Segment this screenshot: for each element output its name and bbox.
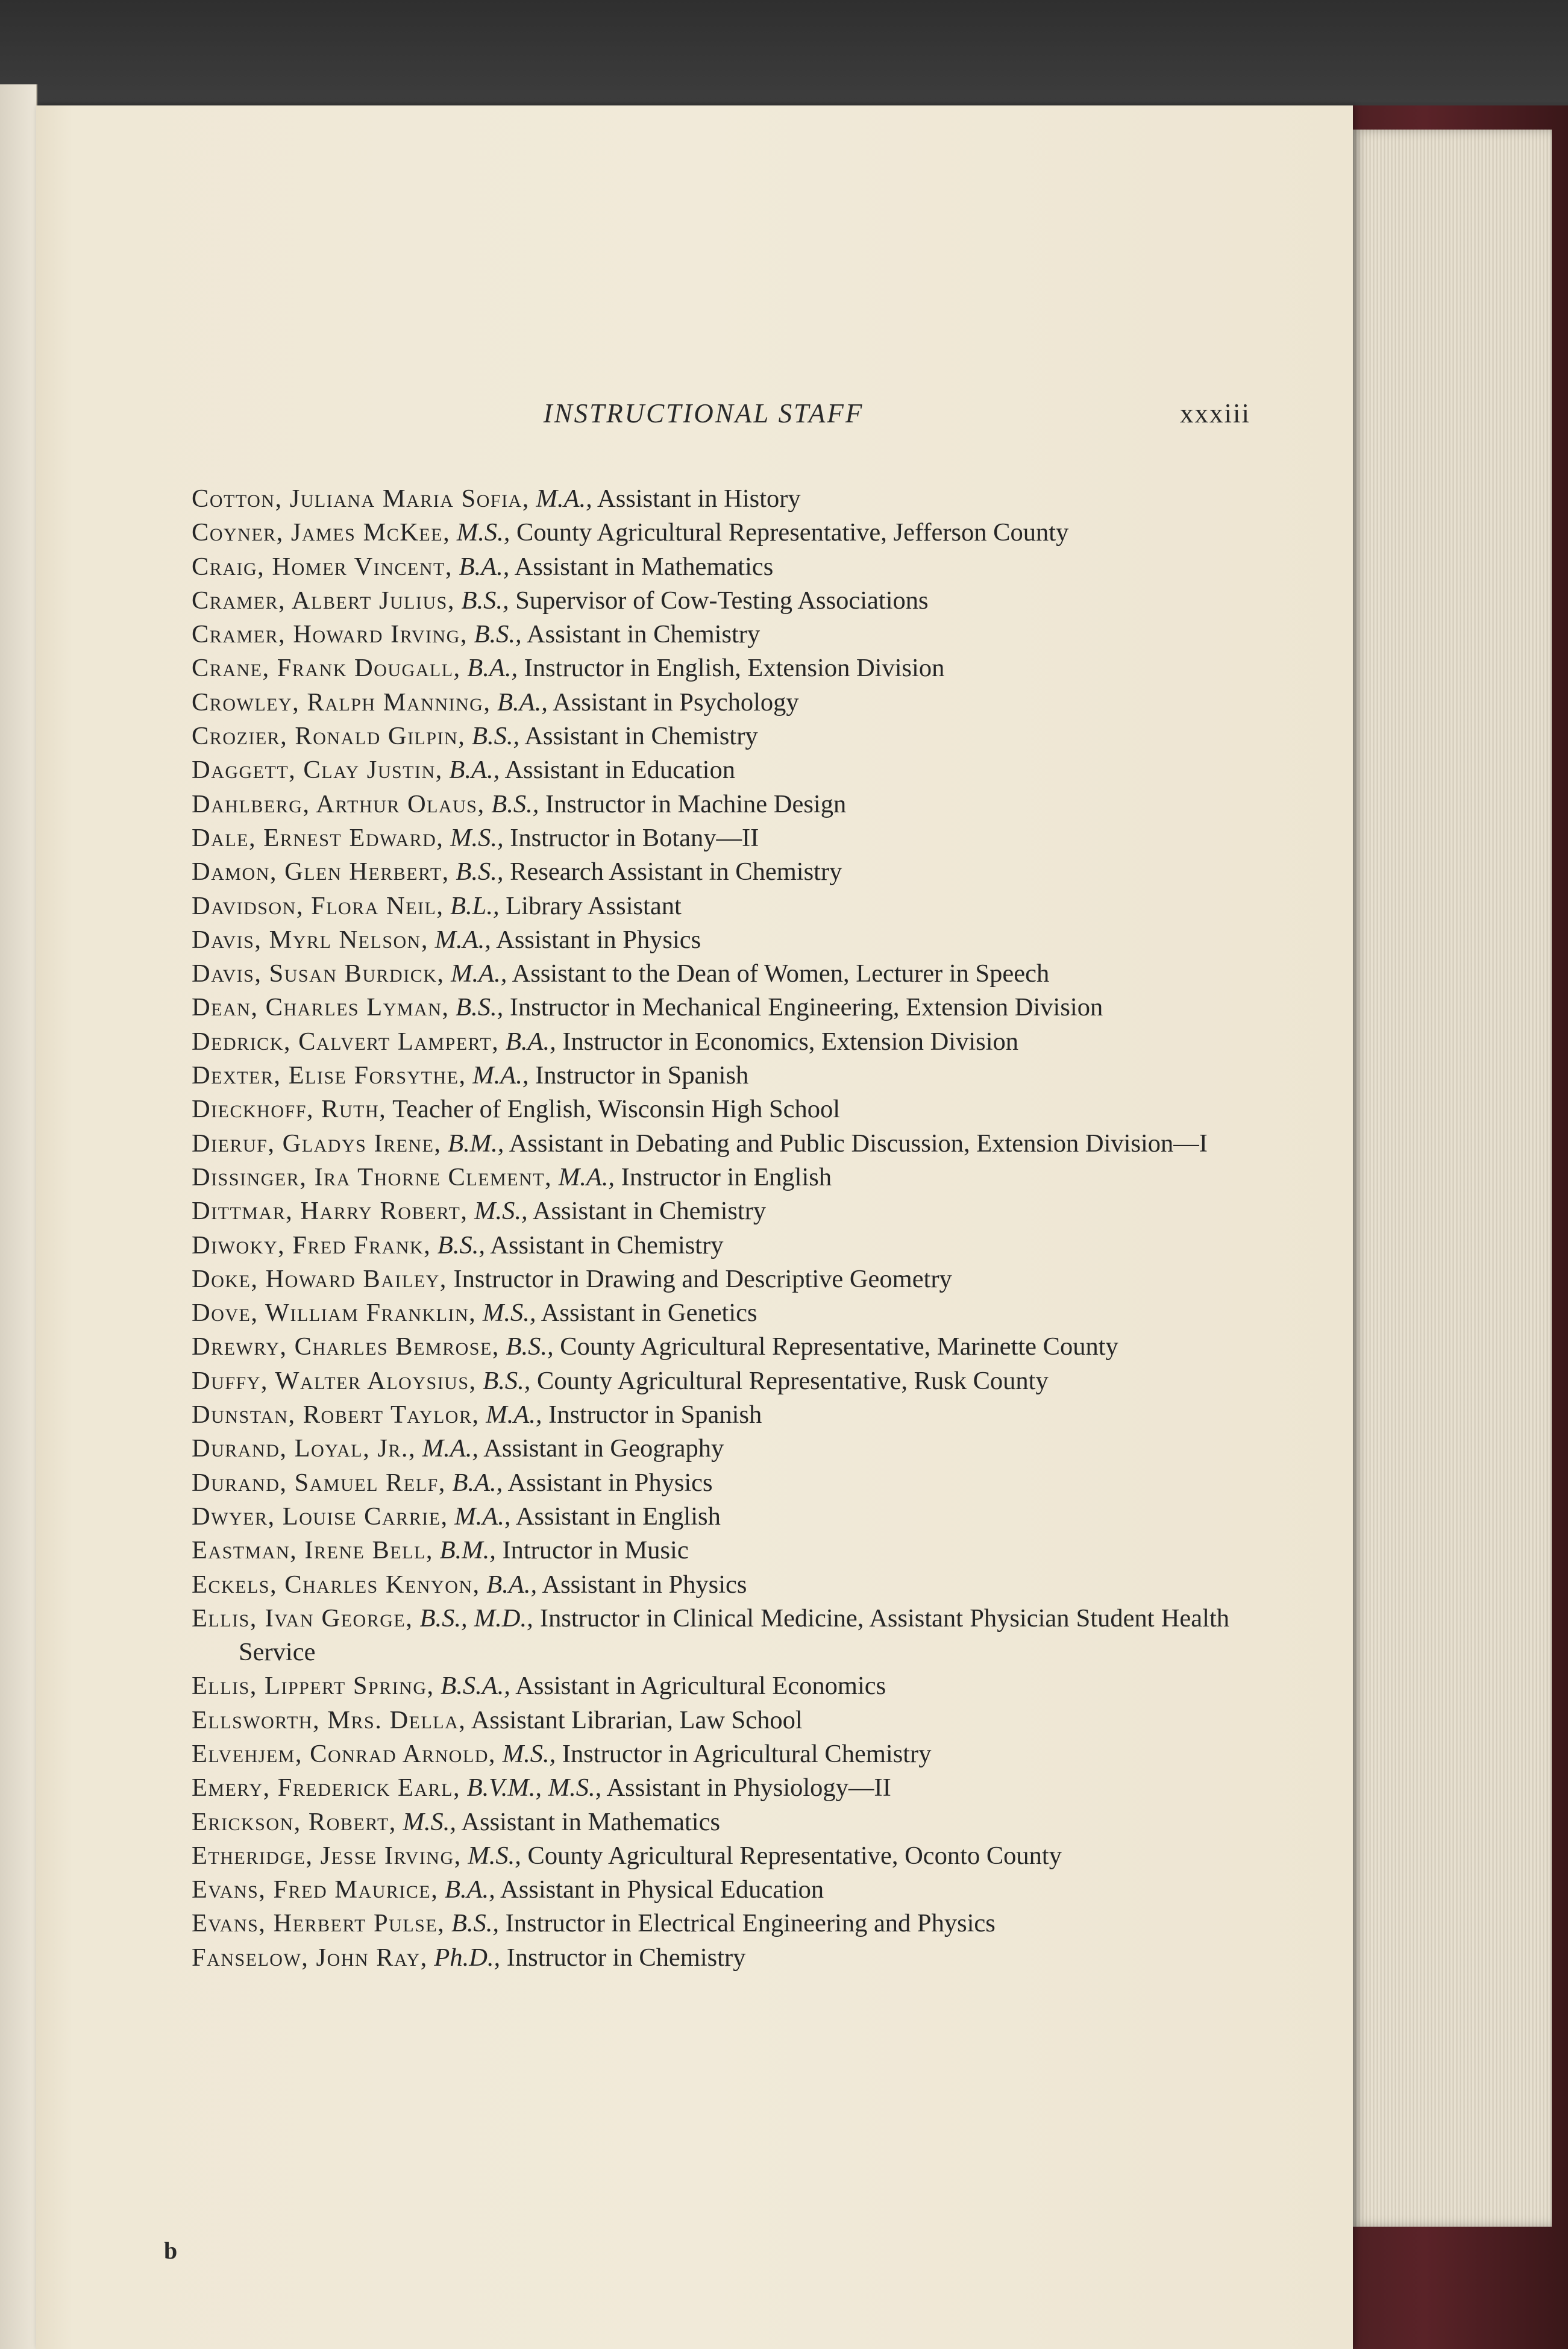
staff-name: Elvehjem, Conrad Arnold, [192, 1739, 497, 1768]
staff-degree: M.A., [451, 959, 507, 988]
staff-position: County Agricultural Representative, Jefferson County [516, 518, 1069, 547]
staff-entry [192, 550, 1229, 584]
staff-degree: M.S., [450, 823, 504, 852]
staff-name: Dale, Ernest Edward, [192, 823, 444, 852]
staff-degree: B.S., [461, 586, 509, 615]
staff-position: Assistant in Psychology [553, 688, 799, 717]
staff-position: Assistant in Debating and Public Discussion, Extension Division—I [509, 1129, 1208, 1158]
staff-degree: B.M., [439, 1536, 496, 1565]
staff-entry [192, 753, 1229, 787]
staff-degree: M.S., [482, 1299, 536, 1328]
staff-entry [192, 651, 1229, 685]
staff-name: Cramer, Albert Julius, [192, 586, 455, 615]
staff-degree: B.S., M.D., [419, 1604, 533, 1632]
staff-degree: M.A., [486, 1400, 542, 1429]
staff-entry [192, 1907, 1229, 1940]
staff-name: Dieruf, Gladys Irene, [192, 1129, 442, 1158]
staff-entry [192, 1262, 1229, 1296]
staff-name: Davidson, Flora Neil, [192, 891, 444, 920]
staff-degree: B.S., [456, 858, 504, 886]
book-page [36, 105, 1353, 2349]
staff-name: Evans, Fred Maurice, [192, 1875, 439, 1904]
staff-degree: B.S., [471, 722, 520, 751]
staff-degree: M.S., [403, 1807, 457, 1836]
staff-entry [192, 788, 1229, 821]
staff-entry [192, 1805, 1229, 1839]
staff-position: Assistant in Mathematics [461, 1807, 721, 1836]
staff-name: Eckels, Charles Kenyon, [192, 1570, 480, 1599]
staff-entry [192, 1059, 1229, 1093]
page-title: INSTRUCTIONAL STAFF [543, 398, 864, 428]
staff-position: Assistant in Physics [542, 1570, 747, 1599]
staff-entry [192, 516, 1229, 550]
staff-name: Davis, Myrl Nelson, [192, 925, 428, 954]
staff-name: Doke, Howard Bailey, [192, 1264, 447, 1293]
staff-degree: M.A., [536, 485, 592, 513]
staff-entry [192, 855, 1229, 889]
staff-name: Dexter, Elise Forsythe, [192, 1061, 466, 1090]
staff-name: Durand, Loyal, Jr., [192, 1434, 416, 1463]
staff-degree: B.S.A., [441, 1672, 510, 1701]
staff-name: Ellsworth, Mrs. Della, [192, 1705, 466, 1734]
staff-position: Instructor in Spanish [535, 1061, 749, 1090]
staff-degree: B.S., [451, 1909, 500, 1938]
staff-name: Drewry, Charles Bemrose, [192, 1332, 500, 1361]
staff-entry [192, 1534, 1229, 1567]
staff-name: Crozier, Ronald Gilpin, [192, 722, 466, 751]
staff-degree: B.A., [452, 1468, 503, 1497]
staff-name: Dean, Charles Lyman, [192, 993, 450, 1022]
staff-degree: B.A., [467, 654, 518, 683]
staff-degree: Ph.D., [434, 1943, 501, 1972]
staff-position: Supervisor of Cow-Testing Associations [515, 586, 929, 615]
staff-degree: B.A., [497, 688, 548, 717]
staff-entry [192, 1500, 1229, 1534]
staff-position: Assistant in Chemistry [532, 1197, 767, 1226]
staff-position: Assistant in Chemistry [490, 1231, 724, 1259]
staff-entry [192, 957, 1229, 991]
staff-entry [192, 1025, 1229, 1059]
staff-name: Dahlberg, Arthur Olaus, [192, 789, 485, 818]
staff-degree: M.A., [558, 1162, 615, 1191]
staff-name: Dwyer, Louise Carrie, [192, 1502, 448, 1531]
staff-position: Assistant in Education [504, 756, 735, 785]
staff-position: Assistant in Physics [507, 1468, 713, 1497]
staff-entry [192, 1330, 1229, 1364]
staff-position: Instructor in Agricultural Chemistry [562, 1739, 932, 1768]
staff-name: Coyner, James McKee, [192, 518, 451, 547]
staff-entry [192, 1093, 1229, 1126]
staff-name: Daggett, Clay Justin, [192, 756, 443, 785]
staff-entry [192, 1364, 1229, 1398]
staff-position: Instructor in Chemistry [506, 1943, 746, 1972]
staff-entry [192, 1602, 1229, 1670]
staff-position: Instructor in Spanish [548, 1400, 762, 1429]
staff-name: Durand, Samuel Relf, [192, 1468, 446, 1497]
staff-position: Teacher of English, Wisconsin High School [392, 1095, 841, 1124]
staff-degree: M.A., [422, 1434, 478, 1463]
facing-page-edge [0, 84, 37, 2349]
staff-position: Instructor in Mechanical Engineering, Extension Division [509, 993, 1103, 1022]
staff-degree: M.S., [456, 518, 510, 547]
staff-name: Dunstan, Robert Taylor, [192, 1400, 480, 1429]
staff-degree: M.S., [474, 1197, 528, 1226]
staff-entry [192, 686, 1229, 720]
staff-name: Dittmar, Harry Robert, [192, 1197, 468, 1226]
staff-entry [192, 889, 1229, 923]
staff-entry [192, 991, 1229, 1024]
staff-position: Assistant in Agricultural Economics [515, 1672, 886, 1701]
staff-degree: B.A., [445, 1875, 495, 1904]
staff-position: Instructor in Economics, Extension Division [562, 1027, 1018, 1056]
staff-entry [192, 1127, 1229, 1161]
staff-degree: B.V.M., M.S., [466, 1774, 602, 1802]
staff-name: Ellis, Ivan George, [192, 1604, 413, 1632]
background [0, 0, 1568, 102]
staff-position: Research Assistant in Chemistry [510, 858, 842, 886]
staff-name: Davis, Susan Burdick, [192, 959, 445, 988]
staff-entry [192, 1229, 1229, 1262]
staff-position: Assistant in Genetics [541, 1299, 757, 1328]
staff-position: Assistant in Chemistry [526, 620, 760, 649]
staff-position: Assistant in Mathematics [514, 552, 774, 581]
staff-entry [192, 1296, 1229, 1330]
staff-position: Library Assistant [506, 891, 682, 920]
staff-position: Assistant in History [597, 485, 801, 513]
staff-position: Instructor in Clinical Medicine, Assistant Physician Student Health Service [239, 1604, 1229, 1667]
staff-degree: B.S., [483, 1366, 531, 1395]
staff-position: Assistant in English [515, 1502, 721, 1531]
staff-degree: B.A., [486, 1570, 538, 1599]
staff-entry [192, 1737, 1229, 1771]
staff-position: Assistant in Physical Education [500, 1875, 824, 1904]
staff-list [192, 482, 1229, 1975]
staff-degree: B.S., [474, 620, 522, 649]
staff-entry [192, 1941, 1229, 1975]
staff-name: Dedrick, Calvert Lampert, [192, 1027, 500, 1056]
page-block-edges [1353, 130, 1552, 2227]
staff-name: Cramer, Howard Irving, [192, 620, 468, 649]
staff-degree: M.S., [502, 1739, 556, 1768]
staff-name: Crowley, Ralph Manning, [192, 688, 491, 717]
staff-entry [192, 584, 1229, 618]
staff-position: Instructor in Drawing and Descriptive Geometry [453, 1264, 952, 1293]
staff-position: Instructor in Machine Design [545, 789, 847, 818]
staff-name: Crane, Frank Dougall, [192, 654, 461, 683]
staff-name: Dieckhoff, Ruth, [192, 1095, 387, 1124]
staff-entry [192, 1704, 1229, 1737]
staff-name: Fanselow, John Ray, [192, 1943, 428, 1972]
staff-entry [192, 1771, 1229, 1805]
staff-degree: B.M., [448, 1129, 504, 1158]
staff-entry [192, 1873, 1229, 1907]
staff-position: Assistant in Chemistry [524, 722, 758, 751]
staff-entry [192, 923, 1229, 957]
staff-name: Erickson, Robert, [192, 1807, 397, 1836]
staff-name: Evans, Herbert Pulse, [192, 1909, 445, 1938]
staff-degree: M.A., [434, 925, 491, 954]
staff-position: Assistant Librarian, Law School [471, 1705, 803, 1734]
staff-entry [192, 1432, 1229, 1466]
staff-entry [192, 1398, 1229, 1432]
staff-degree: M.A., [454, 1502, 511, 1531]
staff-degree: B.A., [449, 756, 500, 785]
staff-degree: M.S., [468, 1841, 521, 1870]
staff-position: Assistant to the Dean of Women, Lecturer in Speech [512, 959, 1050, 988]
staff-entry [192, 1839, 1229, 1873]
staff-entry [192, 1161, 1229, 1194]
staff-name: Eastman, Irene Bell, [192, 1536, 433, 1565]
staff-name: Damon, Glen Herbert, [192, 858, 450, 886]
staff-name: Ellis, Lippert Spring, [192, 1672, 434, 1701]
staff-position: County Agricultural Representative, Oconto County [527, 1841, 1062, 1870]
staff-position: Intructor in Music [502, 1536, 689, 1565]
staff-name: Craig, Homer Vincent, [192, 552, 453, 581]
staff-degree: B.A., [459, 552, 510, 581]
staff-entry [192, 618, 1229, 651]
staff-position: Instructor in English [621, 1162, 832, 1191]
staff-entry [192, 821, 1229, 855]
staff-degree: B.A., [505, 1027, 556, 1056]
staff-entry [192, 720, 1229, 753]
staff-name: Emery, Frederick Earl, [192, 1774, 461, 1802]
staff-name: Duffy, Walter Aloysius, [192, 1366, 477, 1395]
staff-name: Cotton, Juliana Maria Sofia, [192, 485, 530, 513]
staff-entry [192, 1568, 1229, 1602]
staff-position: Instructor in Botany—II [510, 823, 759, 852]
staff-entry [192, 1669, 1229, 1703]
staff-degree: B.S., [491, 789, 539, 818]
signature-mark: b [164, 2237, 178, 2264]
staff-degree: M.A., [472, 1061, 529, 1090]
staff-entry [192, 1194, 1229, 1228]
staff-entry [192, 482, 1229, 516]
staff-position: Assistant in Physiology—II [606, 1774, 891, 1802]
staff-entry [192, 1466, 1229, 1500]
staff-position: Instructor in English, Extension Division [524, 654, 945, 683]
staff-position: County Agricultural Representative, Marinette County [560, 1332, 1118, 1361]
staff-degree: B.S., [506, 1332, 554, 1361]
page-number: xxxiii [1179, 398, 1250, 428]
staff-position: Assistant in Geography [483, 1434, 724, 1463]
staff-degree: B.S., [437, 1231, 485, 1259]
staff-name: Dissinger, Ira Thorne Clement, [192, 1162, 553, 1191]
staff-name: Etheridge, Jesse Irving, [192, 1841, 462, 1870]
staff-name: Diwoky, Fred Frank, [192, 1231, 431, 1259]
staff-degree: B.L., [450, 891, 500, 920]
staff-degree: B.S., [456, 993, 504, 1022]
staff-position: County Agricultural Representative, Rusk County [537, 1366, 1049, 1395]
staff-name: Dove, William Franklin, [192, 1299, 477, 1328]
staff-position: Assistant in Physics [496, 925, 701, 954]
running-header [157, 398, 1250, 440]
staff-position: Instructor in Electrical Engineering and Physics [505, 1909, 996, 1938]
